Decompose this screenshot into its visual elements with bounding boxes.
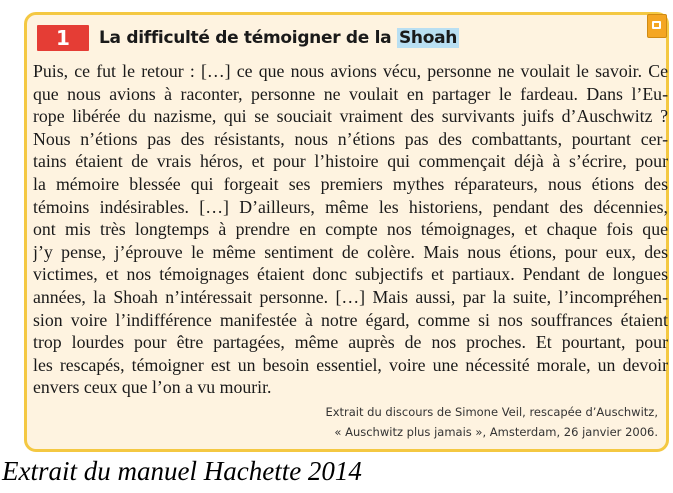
body-line: Puis, ce fut le retour : […] ce que nous avions vécu, personne ne voulait le savoir. Ce	[33, 61, 668, 81]
body-line: témoins indésirables. […] D’ailleurs, même les historiens, pendant des décennies,	[33, 196, 668, 217]
body-line: trop lourdes pour être partagées, même auprès de nos proches. Et pourtant, pour	[33, 332, 668, 353]
page-caption: Extrait du manuel Hachette 2014	[2, 456, 362, 486]
body-line: années, la Shoah n’intéressait personne. […] Mais aussi, par la suite, l’incompréhen-	[33, 286, 668, 307]
document-title	[99, 28, 459, 48]
document-title-text: La difficulté de témoigner de la	[99, 28, 397, 48]
body-line: que nous avions à raconter, personne ne voulait en partager le fardeau. Dans l’Eu-	[33, 83, 668, 104]
body-line: ont mis très longtemps à prendre en compte nos témoignages, et chaque fois que	[33, 219, 668, 240]
body-line: j’y pense, j’éprouve le même sentiment de colère. Mais nous étions, pour eux, des	[33, 241, 668, 262]
body-line: la mémoire blessée qui forgeait ses premiers mythes réparateurs, nous étions des	[33, 173, 668, 194]
document-number-badge: 1	[37, 25, 89, 51]
source-line-2: « Auschwitz plus jamais », Amsterdam, 26 janvier 2006.	[334, 425, 658, 439]
document-box	[24, 12, 669, 452]
body-line: tains étaient de vrais héros, et pour l’histoire qui commençait déjà à s’écrire, pour	[33, 151, 668, 172]
document-header	[37, 23, 459, 53]
document-title-highlight: Shoah	[398, 28, 458, 48]
body-line: Nous n’étions pas des résistants, nous n’étions pas des combattants, pourtant cer-	[33, 128, 668, 149]
document-body-text	[33, 60, 668, 399]
body-line: victimes, et nos témoignages étaient donc subjectifs et partiaux. Pendant de longues	[33, 264, 668, 285]
body-line: rope libérée du nazisme, qui se souciait vraiment des survivants juifs d’Auschwitz ?	[33, 106, 668, 127]
source-line-1: Extrait du discours de Simone Veil, rescapée d’Auschwitz,	[325, 405, 658, 419]
document-source	[325, 402, 658, 442]
body-line: les rescapés, témoigner est un besoin essentiel, voire une nécessité morale, un devoir	[33, 354, 668, 375]
body-line: sion voire l’indifférence manifestée à notre égard, comme si nos souffrances étaient	[33, 309, 668, 330]
body-line: envers ceux que l’on a vu mourir.	[33, 377, 272, 398]
bookmark-icon[interactable]	[647, 14, 667, 38]
